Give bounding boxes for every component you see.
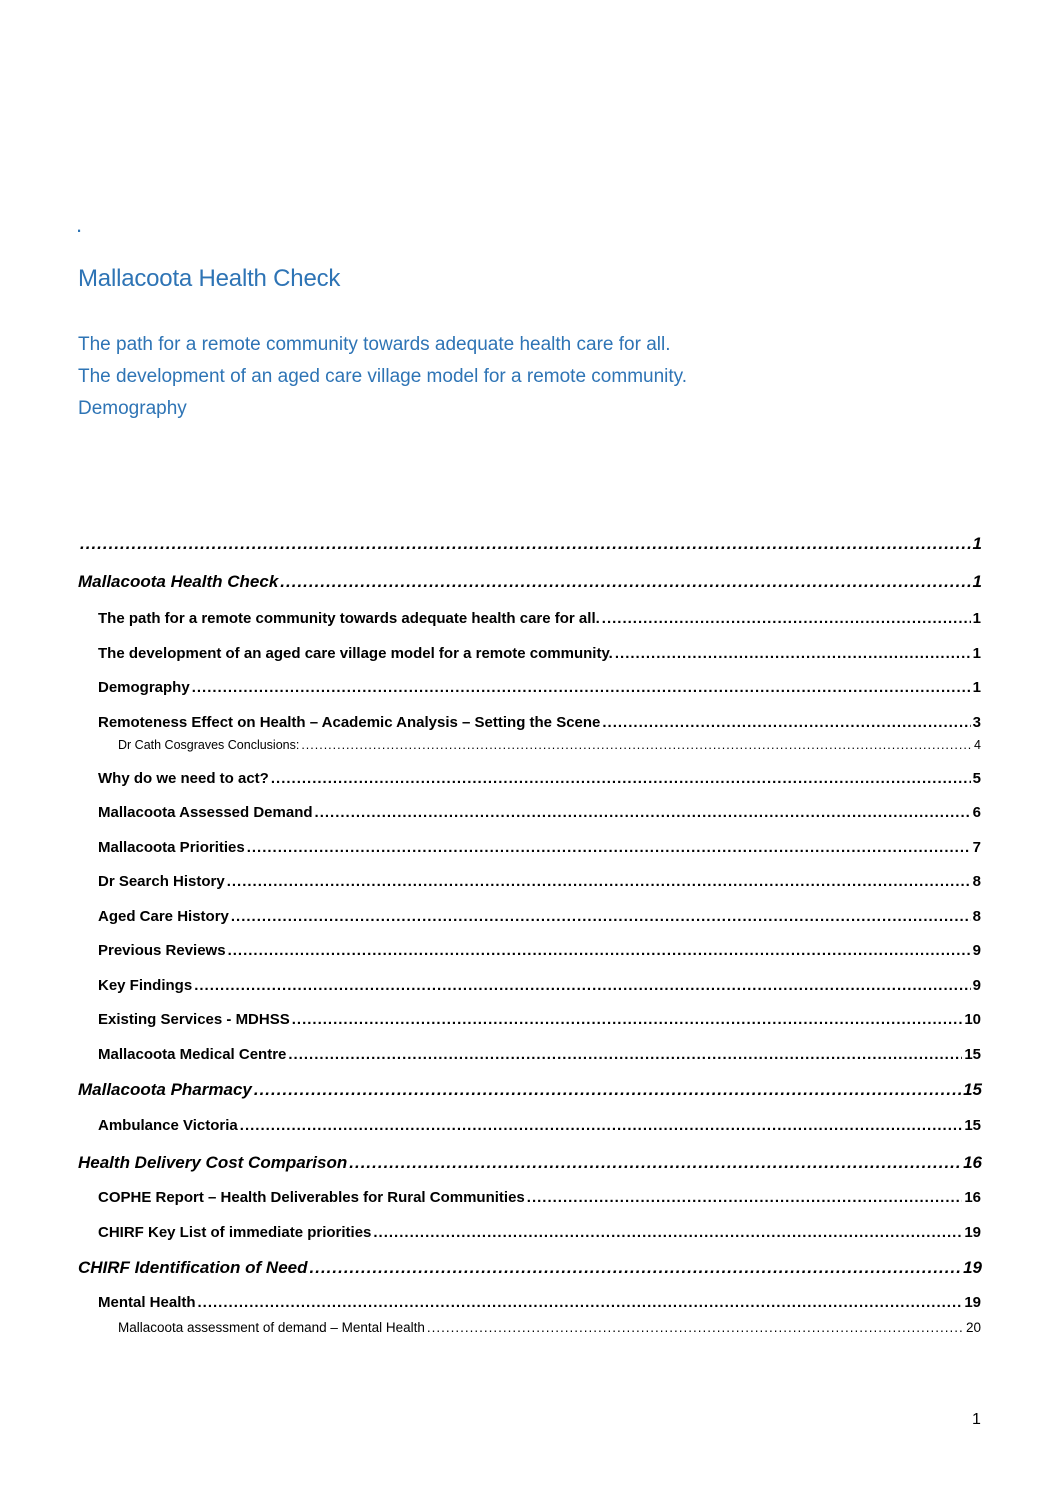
toc-entry[interactable] — [98, 804, 981, 821]
toc-entry[interactable] — [98, 977, 981, 994]
toc-entry-page: 9 — [972, 977, 981, 994]
toc-entry-page: 4 — [974, 738, 981, 752]
toc-leader — [254, 1080, 961, 1100]
toc-entry[interactable] — [98, 1189, 981, 1206]
subtitle-line: The development of an aged care village model for a remote community. — [78, 366, 688, 387]
toc-leader — [228, 942, 971, 959]
toc-entry-label: Remoteness Effect on Health – Academic Analysis – Setting the Scene — [98, 714, 601, 731]
toc-leader — [227, 873, 971, 890]
toc-leader — [247, 839, 971, 856]
toc-entry-page: 15 — [964, 1046, 981, 1063]
toc-entry-label: Mallacoota assessment of demand – Mental Health — [118, 1320, 425, 1335]
toc-entry-page: 5 — [972, 770, 981, 787]
toc-entry[interactable] — [98, 610, 981, 627]
toc-entry-label: Existing Services - MDHSS — [98, 1011, 290, 1028]
toc-entry-label: Mallacoota Health Check — [78, 572, 279, 591]
toc-entry-label: The path for a remote community towards adequate health care for all. — [98, 610, 600, 627]
toc-entry[interactable] — [98, 1224, 981, 1241]
toc-leader — [192, 679, 971, 696]
toc-entry-page: 16 — [963, 1153, 982, 1172]
toc-entry-label: Dr Search History — [98, 873, 225, 890]
toc-entry-label: The development of an aged care village model for a remote community. — [98, 645, 613, 662]
toc-entry[interactable] — [78, 1258, 982, 1278]
subtitle-line: Demography — [78, 398, 187, 419]
toc-entry-page: 1 — [972, 610, 981, 627]
document-title: Mallacoota Health Check — [78, 265, 341, 292]
toc-entry[interactable] — [98, 873, 981, 890]
toc-entry[interactable] — [98, 1117, 981, 1134]
toc-entry-page: 9 — [972, 942, 981, 959]
toc-leader — [240, 1117, 963, 1134]
toc-entry-label: CHIRF Identification of Need — [78, 1258, 308, 1277]
toc-entry-page: 19 — [963, 1258, 982, 1277]
toc-entry-page: 7 — [972, 839, 981, 856]
toc-leader — [301, 738, 972, 752]
toc-entry-label: Ambulance Victoria — [98, 1117, 238, 1134]
toc-entry[interactable] — [98, 770, 981, 787]
toc-leader — [292, 1011, 963, 1028]
toc-entry[interactable] — [98, 1046, 981, 1063]
toc-entry-page: 16 — [964, 1189, 981, 1206]
toc-entry[interactable] — [98, 679, 981, 696]
toc-leader — [427, 1320, 964, 1335]
toc-leader — [310, 1258, 962, 1278]
toc-entry-page: 19 — [964, 1224, 981, 1241]
toc-entry-page: 15 — [963, 1080, 982, 1099]
toc-entry-page: 3 — [972, 714, 981, 731]
toc-entry[interactable] — [78, 534, 982, 554]
toc-entry-page: 8 — [972, 908, 981, 925]
toc-entry[interactable] — [78, 1080, 982, 1100]
toc-entry-page: 1 — [972, 572, 982, 591]
toc-entry[interactable] — [98, 1294, 981, 1311]
toc-entry-label: Aged Care History — [98, 908, 229, 925]
toc-entry-label: Key Findings — [98, 977, 193, 994]
toc-entry-page: 1 — [972, 534, 982, 553]
toc-entry[interactable] — [98, 942, 981, 959]
toc-entry-label: Mallacoota Medical Centre — [98, 1046, 287, 1063]
toc-entry[interactable] — [78, 1153, 982, 1173]
toc-entry[interactable] — [98, 908, 981, 925]
toc-leader — [602, 610, 971, 627]
toc-entry-label: Mallacoota Assessed Demand — [98, 804, 313, 821]
toc-entry[interactable] — [98, 645, 981, 662]
toc-leader — [349, 1153, 961, 1173]
subtitle-block — [78, 329, 687, 425]
toc-entry-label: Health Delivery Cost Comparison — [78, 1153, 348, 1172]
toc-leader — [602, 714, 970, 731]
toc-leader — [373, 1224, 962, 1241]
page-number: 1 — [972, 1411, 981, 1428]
toc-leader — [231, 908, 971, 925]
toc-entry[interactable] — [118, 738, 981, 752]
dot-mark: . — [76, 212, 83, 237]
toc-leader — [271, 770, 971, 787]
toc-entry-label: Previous Reviews — [98, 942, 226, 959]
toc-entry-page: 19 — [964, 1294, 981, 1311]
toc-leader — [615, 645, 971, 662]
toc-entry-page: 1 — [972, 679, 981, 696]
toc-entry-label: COPHE Report – Health Deliverables for Rural Communities — [98, 1189, 525, 1206]
toc-entry-page: 20 — [965, 1320, 981, 1335]
toc-entry[interactable] — [98, 1011, 981, 1028]
toc-entry[interactable] — [98, 839, 981, 856]
toc-leader — [315, 804, 971, 821]
toc-entry-page: 10 — [964, 1011, 981, 1028]
toc-entry[interactable] — [98, 714, 981, 731]
toc-entry[interactable] — [78, 572, 982, 592]
toc-entry-label: Demography — [98, 679, 190, 696]
toc-entry-page: 8 — [972, 873, 981, 890]
toc-entry-label: CHIRF Key List of immediate priorities — [98, 1224, 372, 1241]
toc-leader — [280, 572, 970, 592]
toc-leader — [194, 977, 970, 994]
toc-entry-label: Mallacoota Priorities — [98, 839, 245, 856]
toc-leader — [198, 1294, 963, 1311]
toc-entry-label: Mental Health — [98, 1294, 196, 1311]
toc-entry-page: 1 — [972, 645, 981, 662]
toc-entry-label: Why do we need to act? — [98, 770, 269, 787]
toc-entry[interactable] — [118, 1320, 981, 1335]
toc-entry-page: 6 — [972, 804, 981, 821]
subtitle-line: The path for a remote community towards adequate health care for all. — [78, 334, 671, 355]
toc-entry-label: Dr Cath Cosgraves Conclusions: — [118, 738, 300, 752]
toc-leader — [288, 1046, 962, 1063]
toc-entry-page: 15 — [964, 1117, 981, 1134]
toc-entry-label: Mallacoota Pharmacy — [78, 1080, 252, 1099]
toc-leader — [80, 534, 971, 554]
toc-leader — [527, 1189, 963, 1206]
